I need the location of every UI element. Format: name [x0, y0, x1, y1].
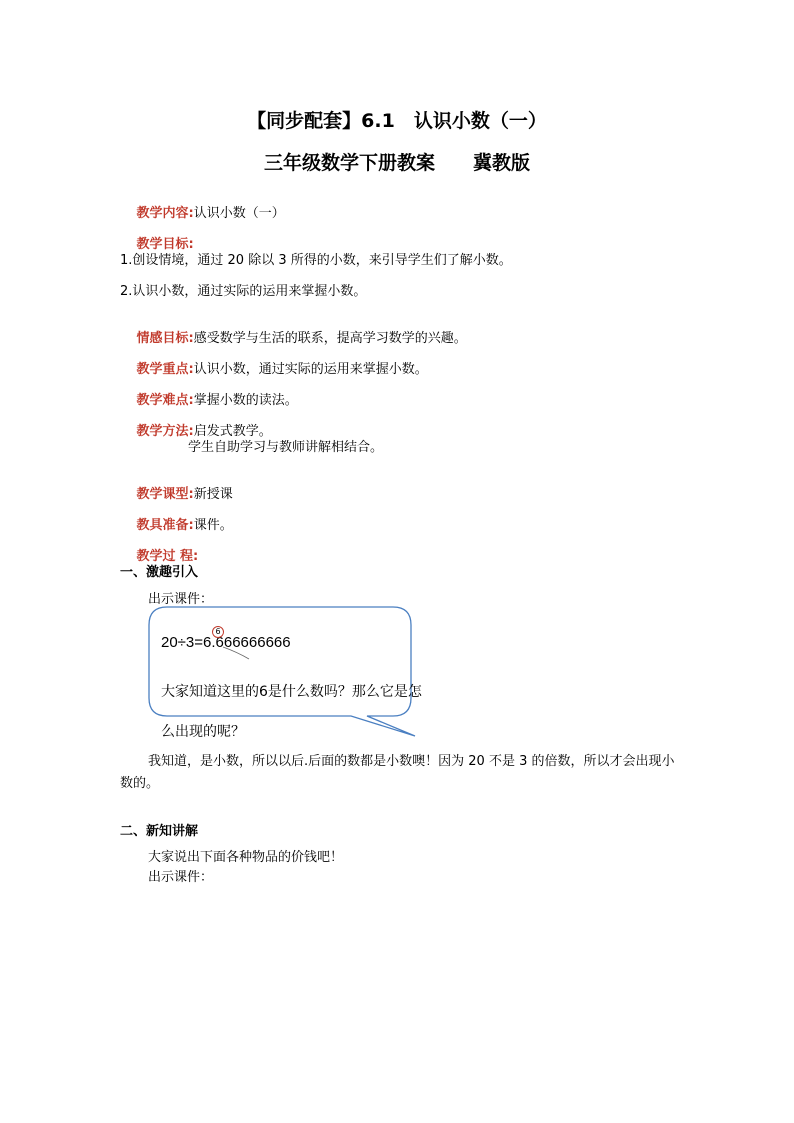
- goal-item-2: 2.认识小数，通过实际的运用来掌握小数。: [120, 284, 367, 299]
- section2-show-label: 出示课件：: [148, 870, 214, 885]
- lesson-type-label: 教学课型:: [136, 487, 194, 502]
- tools-value: 课件。: [193, 518, 233, 533]
- difficulty-value: 掌握小数的读法。: [193, 393, 298, 408]
- division-formula: 20÷3=6.666666666: [161, 634, 291, 651]
- title-line-1: 【同步配套】6.1 认识小数（一）: [247, 110, 547, 132]
- content-value: 认识小数（一）: [193, 206, 285, 221]
- section2-intro: 大家说出下面各种物品的价钱吧！: [148, 850, 344, 865]
- goal-item-1: 1.创设情境，通过 20 除以 3 所得的小数，来引导学生们了解小数。: [120, 253, 512, 268]
- section1-heading: 一、激趣引入: [120, 565, 199, 580]
- section2-heading: 二、新知讲解: [120, 824, 199, 839]
- content-label: 教学内容:: [136, 206, 194, 221]
- process-label: 教学过 程:: [136, 549, 199, 564]
- difficulty-label: 教学难点:: [136, 393, 194, 408]
- question-line-2: 么出现的呢？: [161, 724, 245, 740]
- key-point-value: 认识小数，通过实际的运用来掌握小数。: [193, 362, 428, 377]
- answer-paragraph: 我知道，是小数，所以以后.后面的数都是小数噢！因为 20 不是 3 的倍数，所以才会出现小数的。: [120, 754, 675, 791]
- tools-label: 教具准备:: [136, 518, 194, 533]
- goal-label: 教学目标:: [136, 237, 194, 252]
- speech-bubble: [145, 604, 425, 744]
- method-label: 教学方法:: [136, 424, 194, 439]
- method-value-1: 启发式教学。: [193, 424, 272, 439]
- circled-digit: 6: [212, 626, 224, 638]
- question-line-1: 大家知道这里的6是什么数吗？那么它是怎: [161, 684, 422, 700]
- key-point-label: 教学重点:: [136, 362, 194, 377]
- emotion-value: 感受数学与生活的联系，提高学习数学的兴趣。: [193, 331, 467, 346]
- section1-show-label: 出示课件：: [148, 592, 214, 607]
- emotion-label: 情感目标:: [136, 331, 194, 346]
- lesson-type-value: 新授课: [193, 487, 233, 502]
- title-line-2: 三年级数学下册教案 冀教版: [263, 152, 530, 174]
- method-value-2: 学生自助学习与教师讲解相结合。: [188, 440, 384, 455]
